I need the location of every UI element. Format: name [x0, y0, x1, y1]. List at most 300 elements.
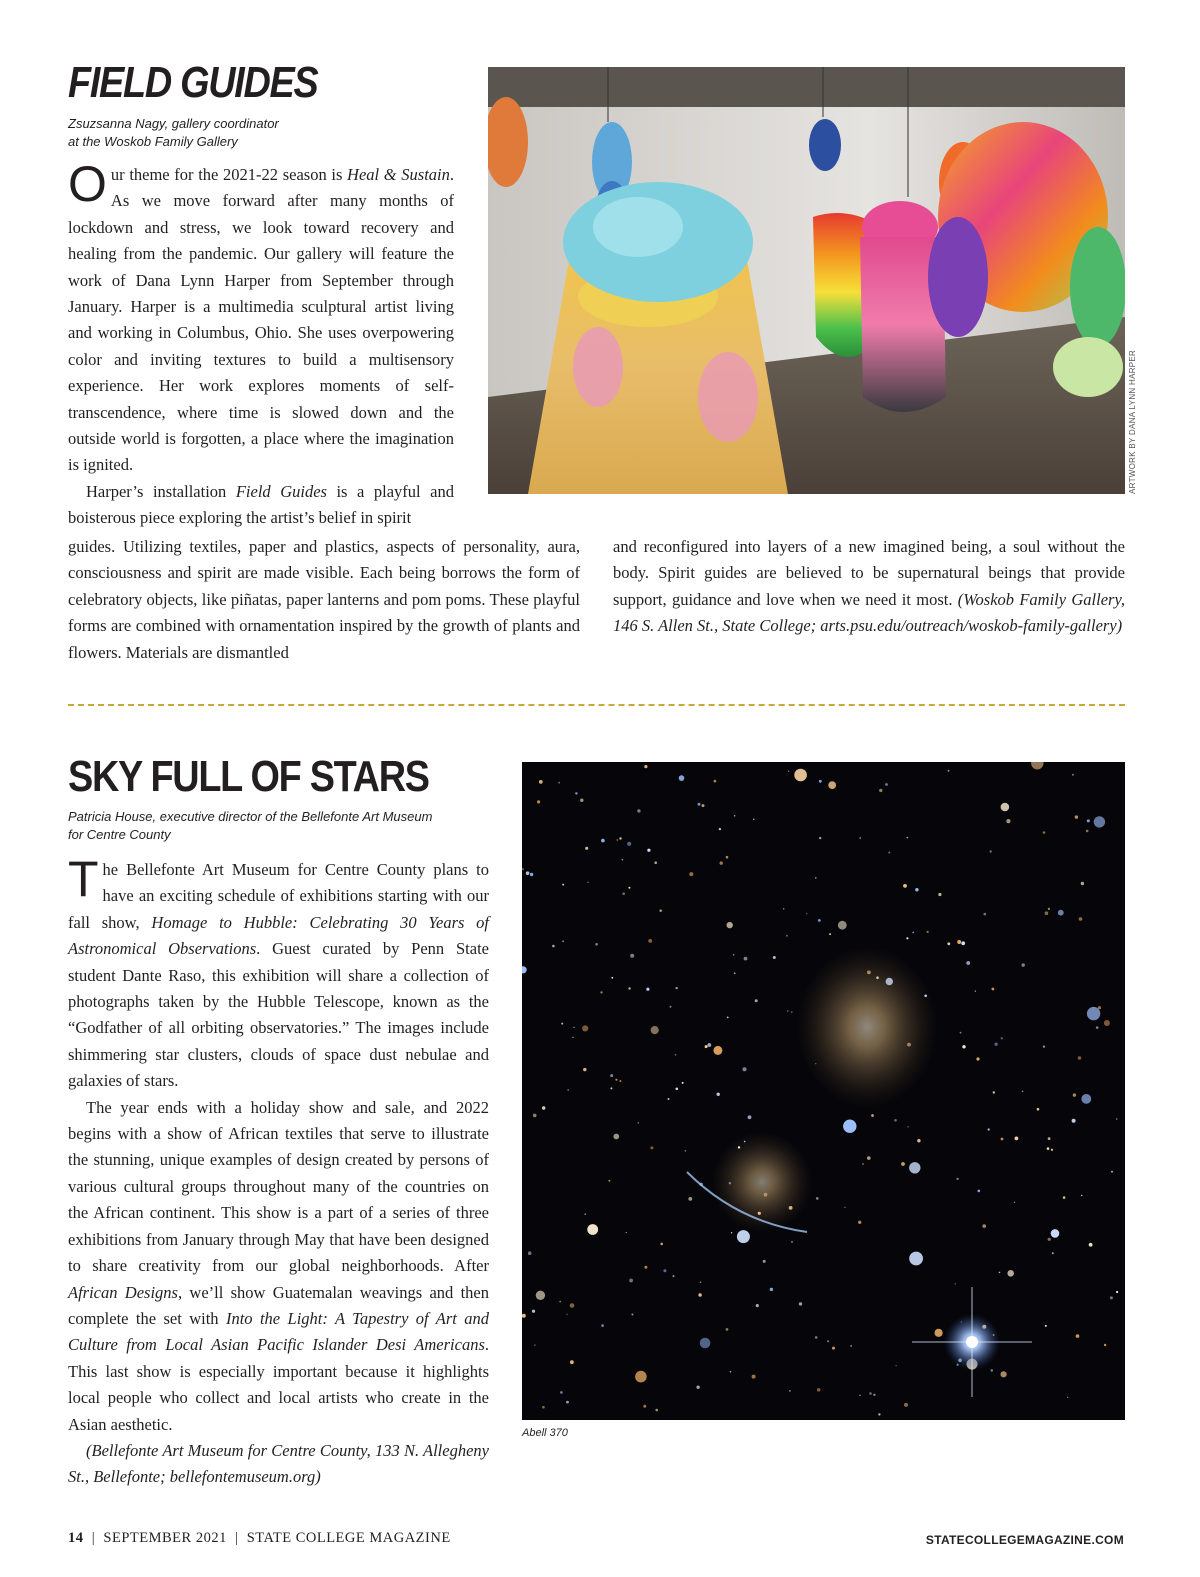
- galaxy-dot: [999, 1272, 1001, 1274]
- galaxy-dot: [789, 1206, 793, 1210]
- galaxy-dot: [955, 1283, 956, 1284]
- galaxy-dot: [532, 1310, 535, 1313]
- galaxy-dot: [1116, 1291, 1118, 1293]
- field-guides-byline-line2: at the Woskob Family Gallery: [68, 134, 238, 149]
- galaxy-dot: [912, 932, 914, 934]
- galaxy-dot: [679, 775, 685, 781]
- venue-info: (Woskob Family Gallery, 146 S. Allen St., State College; arts.psu.edu/outreach/woskob-family-gallery): [613, 589, 1126, 636]
- galaxy-dot: [1096, 1026, 1099, 1029]
- galaxy-dot: [685, 1150, 686, 1151]
- galaxy-dot: [992, 988, 995, 991]
- galaxy-dot: [1110, 1296, 1113, 1299]
- galaxy-dot: [791, 1011, 792, 1012]
- galaxy-dot: [948, 770, 950, 772]
- galaxy-dot: [1048, 1137, 1051, 1140]
- galaxy-dot: [960, 1032, 962, 1034]
- galaxy-dot: [733, 954, 735, 956]
- column-1-text: guides. Utilizing textiles, paper and plastics, aspects of personality, aura, consciousness and spirit are made visible. Each being borrows the form of celebratory objects, like piñatas, paper lanterns and pom poms. These playful forms are combined with ornamentation inspired by the growth of plants and flowers. Materials are dismantled: [68, 537, 580, 662]
- galaxy-dot: [1052, 1252, 1054, 1254]
- galaxy-dot: [1001, 1037, 1003, 1039]
- drop-cap: O: [68, 156, 107, 212]
- galaxy-dot: [737, 1230, 750, 1243]
- galaxy-dot: [619, 1080, 621, 1082]
- galaxy-dot: [583, 1068, 586, 1071]
- galaxy-dot: [700, 1281, 702, 1283]
- galaxy-dot: [956, 1178, 958, 1180]
- galaxy-dot: [908, 1126, 909, 1127]
- galaxy-dot: [726, 1328, 729, 1331]
- galaxy-dot: [738, 1146, 740, 1148]
- galaxy-dot: [567, 1089, 569, 1091]
- field-guides-column-2: [613, 534, 1125, 640]
- galaxy-dot: [1058, 910, 1064, 916]
- galaxy-dot: [976, 1057, 979, 1060]
- galaxy-dot: [1094, 816, 1105, 827]
- galaxy-dot: [1104, 1344, 1106, 1346]
- galaxy-dot: [619, 837, 621, 839]
- galaxy-dot: [758, 1212, 761, 1215]
- galaxy-dot: [867, 971, 871, 975]
- text-run: . As we move forward after many months of lockdown and stress, we look toward recovery and healing from the pandemic. Our gallery will feature the work of Dana Lynn Harper from September through January. Harper is a multimedia sculptural artist living and working in Columbus, Ohio. She uses overpowering color and inviting textures to build a multisensory experience. Her work explores moments of self-transcendence, where time is slowed down and the outside world is forgotten, a place where the imagination is ignited.: [68, 165, 455, 475]
- galaxy-dot: [1081, 1195, 1082, 1196]
- galaxy-dot: [644, 1266, 647, 1269]
- galaxy-dot: [566, 1401, 569, 1404]
- galaxy-dot: [587, 882, 588, 883]
- galaxy-dot: [1081, 882, 1084, 885]
- galaxy-cluster-image: [522, 762, 1125, 1420]
- galaxy-dot: [850, 1345, 852, 1347]
- galaxy-dot: [673, 1275, 675, 1277]
- exhibition-title: Into the Light: A Tapestry of Art and Culture from Local Asian Pacific Islander Desi Americans: [68, 1308, 490, 1355]
- galaxy-dot: [783, 908, 784, 909]
- galaxy-dot: [1022, 1091, 1024, 1093]
- galaxy-dot: [907, 1043, 911, 1047]
- galaxy-dot: [689, 872, 693, 876]
- galaxy-dot: [1087, 819, 1090, 822]
- galaxy-dot: [663, 1269, 666, 1272]
- issue-date: SEPTEMBER 2021: [103, 1530, 227, 1546]
- galaxy-dot: [975, 991, 976, 992]
- galaxy-dot: [828, 781, 836, 789]
- galaxy-dot: [869, 1392, 872, 1395]
- galaxy-dot: [580, 799, 583, 802]
- galaxy-dot: [770, 1288, 773, 1291]
- galaxy-dot: [702, 804, 705, 807]
- galaxy-dot: [522, 868, 524, 870]
- galaxy-dot: [1015, 1137, 1019, 1141]
- galaxy-dot: [528, 1251, 532, 1255]
- galaxy-dot: [917, 1139, 920, 1142]
- galaxy-dot: [562, 884, 564, 886]
- galaxy-dot: [536, 1291, 545, 1300]
- text-run: and reconfigured into layers of a new imagined being, a soul without the body. Spirit guides are believed to be supernatural beings that provide support, guidance and love when we need it most.: [613, 537, 1125, 609]
- galaxy-dot: [1001, 1371, 1007, 1377]
- galaxy-dot: [705, 1045, 708, 1048]
- galaxy-dot: [744, 957, 748, 961]
- galaxy-dot: [660, 910, 662, 912]
- galaxy-dot: [815, 1336, 818, 1339]
- page-number: 14: [68, 1530, 84, 1546]
- galaxy-dot: [1037, 1108, 1040, 1111]
- galaxy-dot: [729, 1182, 731, 1184]
- galaxy-dot: [575, 792, 577, 794]
- galaxy-dot: [748, 1115, 752, 1119]
- galaxy-dot: [978, 1190, 981, 1193]
- galaxy-dot: [552, 945, 555, 948]
- galaxy-dot: [676, 1088, 679, 1091]
- galaxy-dot: [843, 1120, 856, 1133]
- galaxy-dot: [906, 837, 908, 839]
- galaxy-dot: [753, 819, 755, 821]
- galaxy-dot: [764, 1193, 768, 1197]
- galaxy-dot: [734, 815, 736, 817]
- galaxy-dot: [816, 1197, 819, 1200]
- galaxy-dot: [1022, 963, 1025, 966]
- hubble-photo: [522, 762, 1125, 1420]
- galaxy-dot: [982, 1224, 986, 1228]
- text-run: , we’ll show Guatemalan weavings and then complete the set with: [68, 1282, 489, 1328]
- galaxy-dot: [817, 1388, 821, 1392]
- galaxy-dot: [585, 847, 588, 850]
- text-run: . Guest curated by Penn State student Dante Raso, this exhibition will share a collection of photographs taken by the Hubble Telescope, known as the “Godfather of all orbiting observatories.” The images include shimmering star clusters, clouds of space dust nebulae and galaxies of stars.: [68, 939, 489, 1091]
- galaxy-dot: [651, 1026, 659, 1034]
- galaxy-dot: [926, 931, 928, 933]
- galaxy-dot: [903, 884, 907, 888]
- galaxy-dot: [818, 919, 821, 922]
- venue-info: (Bellefonte Art Museum for Centre County, 133 N. Allegheny St., Bellefonte; bellefontemuseum.org): [68, 1440, 489, 1487]
- galaxy-dot: [1087, 1007, 1100, 1020]
- galaxy-dot: [788, 771, 789, 772]
- sky-paragraph-3: [68, 1438, 489, 1491]
- galaxy-dot: [1073, 1093, 1076, 1096]
- galaxy-dot: [730, 1371, 731, 1372]
- sky-paragraph-2: [68, 1095, 489, 1438]
- galaxy-dot: [584, 1213, 586, 1215]
- galaxy-dot: [534, 1344, 535, 1345]
- text-run: Harper’s installation: [86, 481, 236, 501]
- galaxy-dot: [1043, 831, 1046, 834]
- sculpture-installation-image: [488, 67, 1125, 494]
- galaxy-dot: [1001, 803, 1010, 812]
- galaxy-dot: [935, 1329, 943, 1337]
- galaxy-dot: [873, 1394, 875, 1396]
- galaxy-dot: [611, 977, 613, 979]
- galaxy-dot: [561, 1023, 563, 1025]
- sky-full-of-stars-title: SKY FULL OF STARS: [68, 752, 429, 801]
- galaxy-dot: [1045, 1325, 1047, 1327]
- galaxy-dot: [698, 803, 701, 806]
- galaxy-dot: [756, 1304, 759, 1307]
- galaxy-dot: [630, 954, 634, 958]
- galaxy-dot: [938, 893, 941, 896]
- galaxy-dot: [613, 1134, 619, 1140]
- text-run: is a playful and boisterous piece exploring the artist’s belief in spirit: [68, 481, 454, 528]
- galaxy-dot: [991, 1369, 993, 1371]
- galaxy-dot: [966, 961, 970, 965]
- galaxy-dot: [537, 800, 540, 803]
- galaxy-dot: [799, 1302, 802, 1305]
- galaxy-dot: [858, 1221, 861, 1224]
- galaxy-dot: [587, 1224, 598, 1235]
- galaxy-dot: [915, 888, 918, 891]
- galaxy-dot: [647, 849, 650, 852]
- galaxy-dot: [734, 972, 736, 974]
- galaxy-dot: [947, 942, 950, 945]
- galaxy-dot: [533, 1114, 537, 1118]
- galaxy-dot: [878, 1413, 880, 1415]
- galaxy-dot: [628, 887, 630, 889]
- galaxy-dot: [1051, 1149, 1053, 1151]
- galaxy-dot: [644, 765, 647, 768]
- installation-title: Field Guides: [235, 481, 327, 501]
- galaxy-dot: [1048, 1238, 1051, 1241]
- galaxy-dot: [559, 1301, 561, 1303]
- galaxy-dot: [924, 995, 927, 998]
- galaxy-dot: [871, 1114, 874, 1117]
- galaxy-dot: [643, 1405, 646, 1408]
- galaxy-dot: [628, 987, 630, 989]
- galaxy-dot: [1047, 1147, 1050, 1150]
- page-footer: [68, 1530, 451, 1547]
- galaxy-dot: [984, 913, 987, 916]
- galaxy-dot: [1067, 1397, 1068, 1398]
- galaxy-dot: [876, 976, 879, 979]
- galaxy-dot: [957, 940, 961, 944]
- exhibition-title: Homage to Hubble: Celebrating 30 Years of Astronomical Observations: [68, 912, 489, 959]
- galaxy-dot: [885, 783, 888, 786]
- galaxy-dot: [650, 1146, 653, 1149]
- galaxy-dot: [655, 1409, 658, 1412]
- galaxy-dot: [717, 1093, 720, 1096]
- galaxy-dot: [886, 978, 893, 985]
- galaxy-dot: [542, 1406, 545, 1409]
- galaxy-dot: [859, 1395, 860, 1396]
- galaxy-dot: [961, 941, 965, 945]
- galaxy-dot: [668, 1098, 670, 1100]
- galaxy-dot: [615, 1079, 617, 1081]
- galaxy-dot: [726, 856, 729, 859]
- galaxy-dot: [526, 871, 530, 875]
- galaxy-dot: [988, 1128, 990, 1130]
- sky-article: [68, 851, 490, 1491]
- field-guides-paragraph-2: [68, 479, 454, 532]
- galaxy-dot: [727, 922, 733, 928]
- galaxy-dot: [909, 1162, 920, 1173]
- galaxy-dot: [676, 987, 678, 989]
- publication-name: STATE COLLEGE MAGAZINE: [246, 1530, 451, 1546]
- galaxy-dot: [1051, 1229, 1060, 1238]
- galaxy-dot: [670, 1006, 672, 1008]
- galaxy-dot: [570, 1360, 574, 1364]
- galaxy-dot: [1075, 815, 1078, 818]
- text-run: The year ends with a holiday show and sale, and 2022 begins with a show of African textiles that serve to illustrate the stunning, unique examples of design created by persons of various cultural groups throughout many of the countries on the African continent. This show is a part of a series of three exhibitions from January through May that have been designed to share creativity from our global neighborhoods. After: [68, 1097, 489, 1276]
- galaxy-dot: [906, 937, 908, 939]
- galaxy-dot: [570, 1303, 575, 1308]
- galaxy-dot: [1104, 1020, 1110, 1026]
- galaxy-dot: [601, 1324, 604, 1327]
- galaxy-dot: [896, 1365, 897, 1366]
- galaxy-dot: [646, 988, 649, 991]
- galaxy-dot: [560, 1391, 563, 1394]
- galaxy-dot: [542, 1106, 545, 1109]
- galaxy-dot: [901, 1162, 905, 1166]
- galaxy-dot: [894, 1119, 897, 1122]
- galaxy-dot: [562, 940, 564, 942]
- galaxy-dot: [995, 1043, 998, 1046]
- galaxy-dot: [962, 1045, 965, 1048]
- field-guides-column-1: [68, 534, 580, 666]
- galaxy-dot: [688, 1197, 692, 1201]
- galaxy-dot: [1081, 1094, 1091, 1104]
- sky-byline-line2: for Centre County: [68, 827, 171, 842]
- galaxy-dot: [744, 1141, 746, 1143]
- drop-cap: T: [68, 851, 99, 907]
- galaxy-dot: [832, 1347, 835, 1350]
- galaxy-dot: [838, 921, 847, 930]
- galaxy-dot: [888, 852, 890, 854]
- galaxy-dot: [1111, 1171, 1113, 1173]
- column-2-text: [613, 534, 1125, 640]
- galaxy-dot: [990, 850, 992, 852]
- footer-separator: |: [235, 1530, 239, 1546]
- galaxy-dot: [752, 1375, 756, 1379]
- galaxy-dot: [794, 769, 807, 782]
- galaxy-dot: [1007, 1270, 1014, 1277]
- galaxy-dot: [763, 1260, 766, 1263]
- galaxy-dot: [1048, 908, 1050, 910]
- footer-separator: |: [91, 1530, 96, 1546]
- field-guides-byline-line1: Zsuzsanna Nagy, gallery coordinator: [68, 116, 279, 131]
- galaxy-dot: [1072, 1119, 1076, 1123]
- galaxy-dot: [530, 873, 533, 876]
- photo-caption: Abell 370: [522, 1427, 568, 1439]
- galaxy-dot: [631, 1314, 633, 1316]
- galaxy-dot: [719, 828, 721, 830]
- galaxy-dot: [731, 1232, 732, 1233]
- field-guides-intro: [68, 156, 455, 532]
- galaxy-dot: [806, 913, 807, 914]
- galaxy-dot: [675, 1054, 677, 1056]
- galaxy-dot: [616, 839, 618, 841]
- galaxy-dot: [993, 1091, 995, 1093]
- text-run: he Bellefonte Art Museum for Centre County plans to have an exciting schedule of exhibitions starting with our fall show,: [68, 860, 489, 932]
- galaxy-dot: [696, 1386, 699, 1389]
- sky-byline: [68, 808, 432, 844]
- galaxy-dot: [1072, 774, 1074, 776]
- galaxy-dot: [755, 999, 758, 1002]
- galaxy-dot: [1086, 830, 1089, 833]
- sky-paragraph-1: [68, 851, 489, 1095]
- galaxy-dot: [1063, 1196, 1066, 1199]
- galaxy-dot: [610, 1087, 612, 1089]
- galaxy-dot: [1116, 1118, 1117, 1119]
- galaxy-dot: [1078, 1056, 1082, 1060]
- galaxy-dot: [815, 877, 816, 878]
- galaxy-dot: [660, 1243, 663, 1246]
- field-guides-photo: [488, 67, 1125, 494]
- website-link[interactable]: STATECOLLEGEMAGAZINE.COM: [925, 1533, 1124, 1547]
- field-guides-paragraph-1: [68, 156, 455, 479]
- field-guides-title: FIELD GUIDES: [68, 58, 318, 107]
- photo-credit: ARTWORK BY DANA LYNN HARPER: [1128, 349, 1137, 494]
- galaxy-dot: [1043, 1046, 1045, 1048]
- galaxy-dot: [773, 956, 776, 959]
- galaxy-dot: [637, 809, 640, 812]
- exhibition-title: African Designs: [68, 1282, 178, 1302]
- galaxy-dot: [629, 1279, 633, 1283]
- galaxy-dot: [558, 782, 560, 784]
- galaxy-dot: [879, 789, 882, 792]
- galaxy-dot: [622, 859, 624, 861]
- galaxy-dot: [1098, 1006, 1101, 1009]
- galaxy-dot: [573, 1027, 575, 1029]
- season-theme: Heal & Sustain: [347, 165, 450, 184]
- galaxy-dot: [787, 1010, 789, 1012]
- galaxy-dot: [648, 939, 652, 943]
- galaxy-dot: [789, 1390, 791, 1392]
- galaxy-dot: [859, 837, 861, 839]
- galaxy-dot: [1006, 819, 1010, 823]
- galaxy-dot: [786, 935, 788, 937]
- galaxy-dot: [815, 1063, 816, 1064]
- galaxy-dot: [904, 1403, 908, 1407]
- sky-byline-line1: Patricia House, executive director of the Bellefonte Art Museum: [68, 809, 433, 824]
- galaxy-dot: [638, 1122, 639, 1123]
- field-guides-byline: [68, 115, 279, 151]
- galaxy-dot: [595, 943, 598, 946]
- galaxy-dot: [566, 1314, 567, 1315]
- galaxy-dot: [700, 1338, 711, 1349]
- galaxy-dot: [1001, 1138, 1004, 1141]
- galaxy-dot: [608, 1180, 610, 1182]
- galaxy-dot: [654, 861, 657, 864]
- galaxy-dot: [1079, 917, 1083, 921]
- galaxy-dot: [844, 1207, 845, 1208]
- galaxy-dot: [819, 780, 822, 783]
- galaxy-dot: [791, 1241, 793, 1243]
- galaxy-dot: [862, 1163, 864, 1165]
- galaxy-dot: [714, 780, 717, 783]
- galaxy-dot: [743, 1067, 747, 1071]
- galaxy-dot: [682, 1082, 684, 1084]
- galaxy-dot: [829, 933, 831, 935]
- galaxy-dot: [867, 1156, 871, 1160]
- galaxy-dot: [1089, 1243, 1093, 1247]
- galaxy-dot: [601, 839, 605, 843]
- galaxy-dot: [707, 1043, 711, 1047]
- galaxy-dot: [713, 1046, 722, 1055]
- galaxy-dot: [720, 861, 723, 864]
- galaxy-dot: [539, 780, 543, 784]
- galaxy-dot: [572, 1037, 573, 1038]
- galaxy-dot: [635, 1371, 647, 1383]
- galaxy-dot: [1045, 911, 1049, 915]
- galaxy-dot: [626, 1232, 627, 1233]
- section-divider: [68, 704, 1125, 706]
- galaxy-dot: [627, 842, 631, 846]
- galaxy-dot: [582, 1025, 588, 1031]
- text-run: ur theme for the 2021-22 season is: [110, 165, 348, 184]
- galaxy-dot: [827, 1340, 829, 1342]
- text-run: . This last show is especially important because it highlights local people who collect and local artists who create in the Asian aesthetic.: [68, 1335, 489, 1434]
- galaxy-dot: [819, 837, 821, 839]
- galaxy-dot: [1014, 1202, 1015, 1203]
- galaxy-dot: [698, 1293, 701, 1296]
- galaxy-dot: [727, 1017, 729, 1019]
- galaxy-dot: [622, 892, 625, 895]
- galaxy-dot: [1076, 1334, 1080, 1338]
- galaxy-dot: [610, 1074, 613, 1077]
